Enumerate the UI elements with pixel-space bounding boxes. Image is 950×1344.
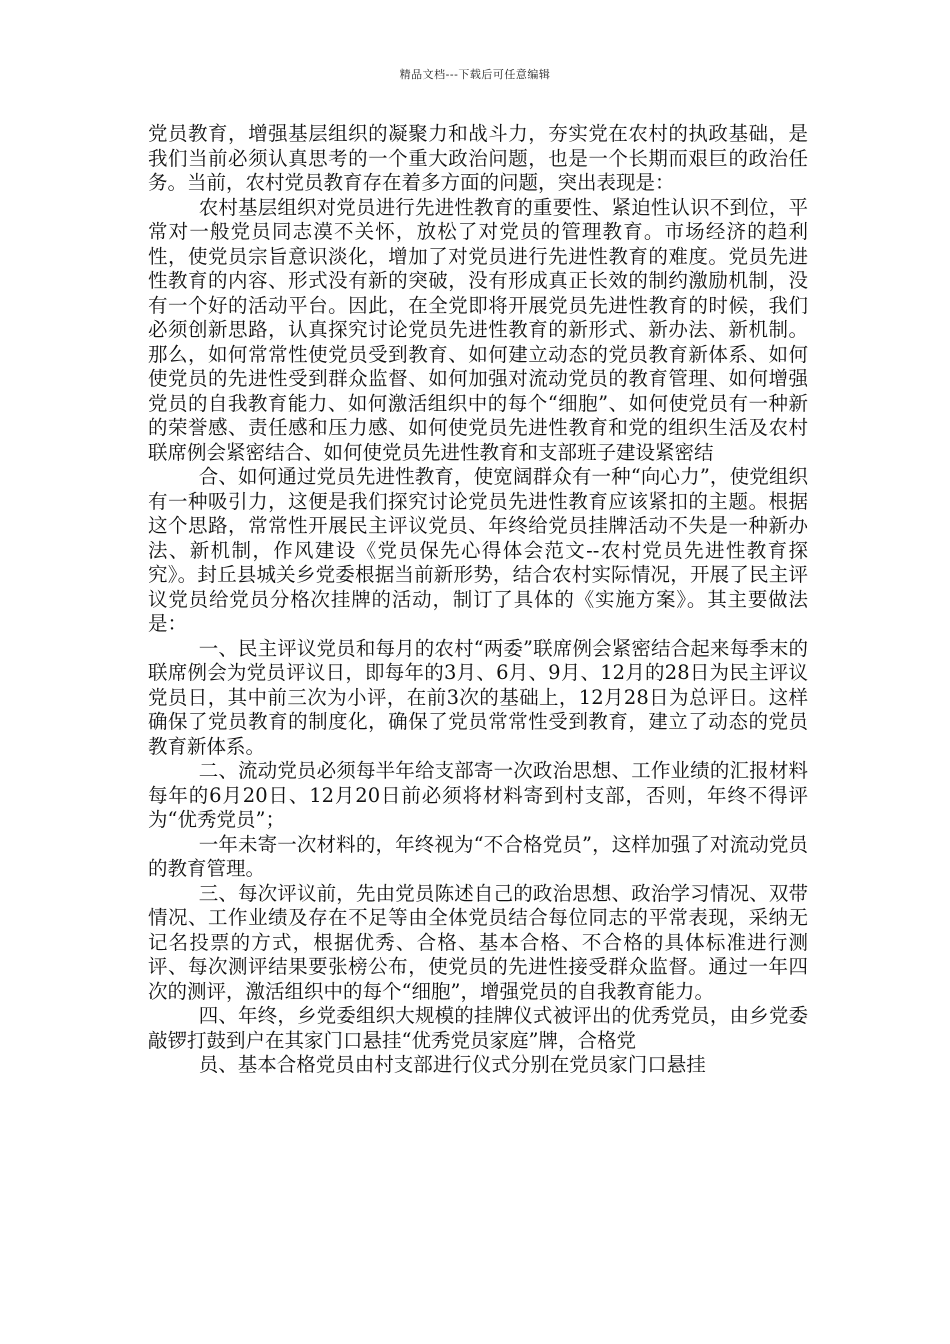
paragraph-intro: 党员教育，增强基层组织的凝聚力和战斗力，夯实党在农村的执政基础，是我们当前必须认真思考的一个重大政治问题，也是一个长期而艰巨的政治任务。当前，农村党员教育存在着多方面的问题，突出表现是：	[148, 122, 808, 194]
paragraph-problems: 农村基层组织对党员进行先进性教育的重要性、紧迫性认识不到位，平常对一般党员同志漠不关怀，放松了对党员的管理教育。市场经济的趋利性，使党员宗旨意识淡化，增加了对党员进行先进性教育的难度。党员先进性教育的内容、形式没有新的突破，没有形成真正长效的制约激励机制，没有一个好的活动平台。因此，在全党即将开展党员先进性教育的时候，我们必须创新思路，认真探究讨论党员先进性教育的新形式、新办法、新机制。那么，如何常常性使党员受到教育、如何建立动态的党员教育新体系、如何使党员的先进性受到群众监督、如何加强对流动党员的教育管理、如何增强党员的自我教育能力、如何激活组织中的每个“细胞”、如何使党员有一种新的荣誉感、责任感和压力感、如何使党员先进性教育和党的组织生活及农村联席例会紧密结合、如何使党员先进性教育和支部班子建设紧密结	[148, 195, 808, 464]
page-header: 精品文档---下载后可任意编辑	[399, 68, 551, 81]
paragraph-method-4-cont: 员、基本合格党员由村支部进行仪式分别在党员家门口悬挂	[198, 1053, 706, 1076]
paragraph-method-2-cont: 一年未寄一次材料的，年终视为“不合格党员”，这样加强了对流动党员的教育管理。	[148, 832, 808, 880]
paragraph-method-3: 三、每次评议前，先由党员陈述自己的政治思想、政治学习情况、双带情况、工作业绩及存在不足等由全体党员结合每位同志的平常表现，采纳无记名投票的方式，根据优秀、合格、基本合格、不合格的具体标准进行测评、每次测评结果要张榜公布，使党员的先进性接受群众监督。通过一年四次的测评，激活组织中的每个“细胞”，增强党员的自我教育能力。	[148, 881, 808, 1003]
paragraph-method-2: 二、流动党员必须每半年给支部寄一次政治思想、工作业绩的汇报材料每年的6月20日、12月20日前必须将材料寄到村支部，否则，年终不得评为“优秀党员”；	[148, 759, 808, 831]
document-body	[148, 122, 808, 1078]
paragraph-method-4: 四、年终，乡党委组织大规模的挂牌仪式被评出的优秀党员，由乡党委敲锣打鼓到户在其家门口悬挂“优秀党员家庭”牌，合格党	[148, 1004, 808, 1052]
paragraph-method-1: 一、民主评议党员和每月的农村“两委”联席例会紧密结合起来每季末的联席例会为党员评议日，即每年的3月、6月、9月、12月的28日为民主评议党员日，其中前三次为小评，在前3次的基础上，12月28日为总评日。这样确保了党员教育的制度化，确保了党员常常性受到教育，建立了动态的党员教育新体系。	[148, 636, 808, 758]
paragraph-theme: 合、如何通过党员先进性教育，使宽阔群众有一种“向心力”，使党组织有一种吸引力，这便是我们探究讨论党员先进性教育应该紧扣的主题。根据这个思路，常常性开展民主评议党员、年终给党员挂牌活动不失是一种新办法、新机制，作风建设《党员保先心得体会范文--农村党员先进性教育探究》。封丘县城关乡党委根据当前新形势，结合农村实际情况，开展了民主评议党员给党员分格次挂牌的活动，制订了具体的《实施方案》。其主要做法是：	[148, 465, 808, 635]
